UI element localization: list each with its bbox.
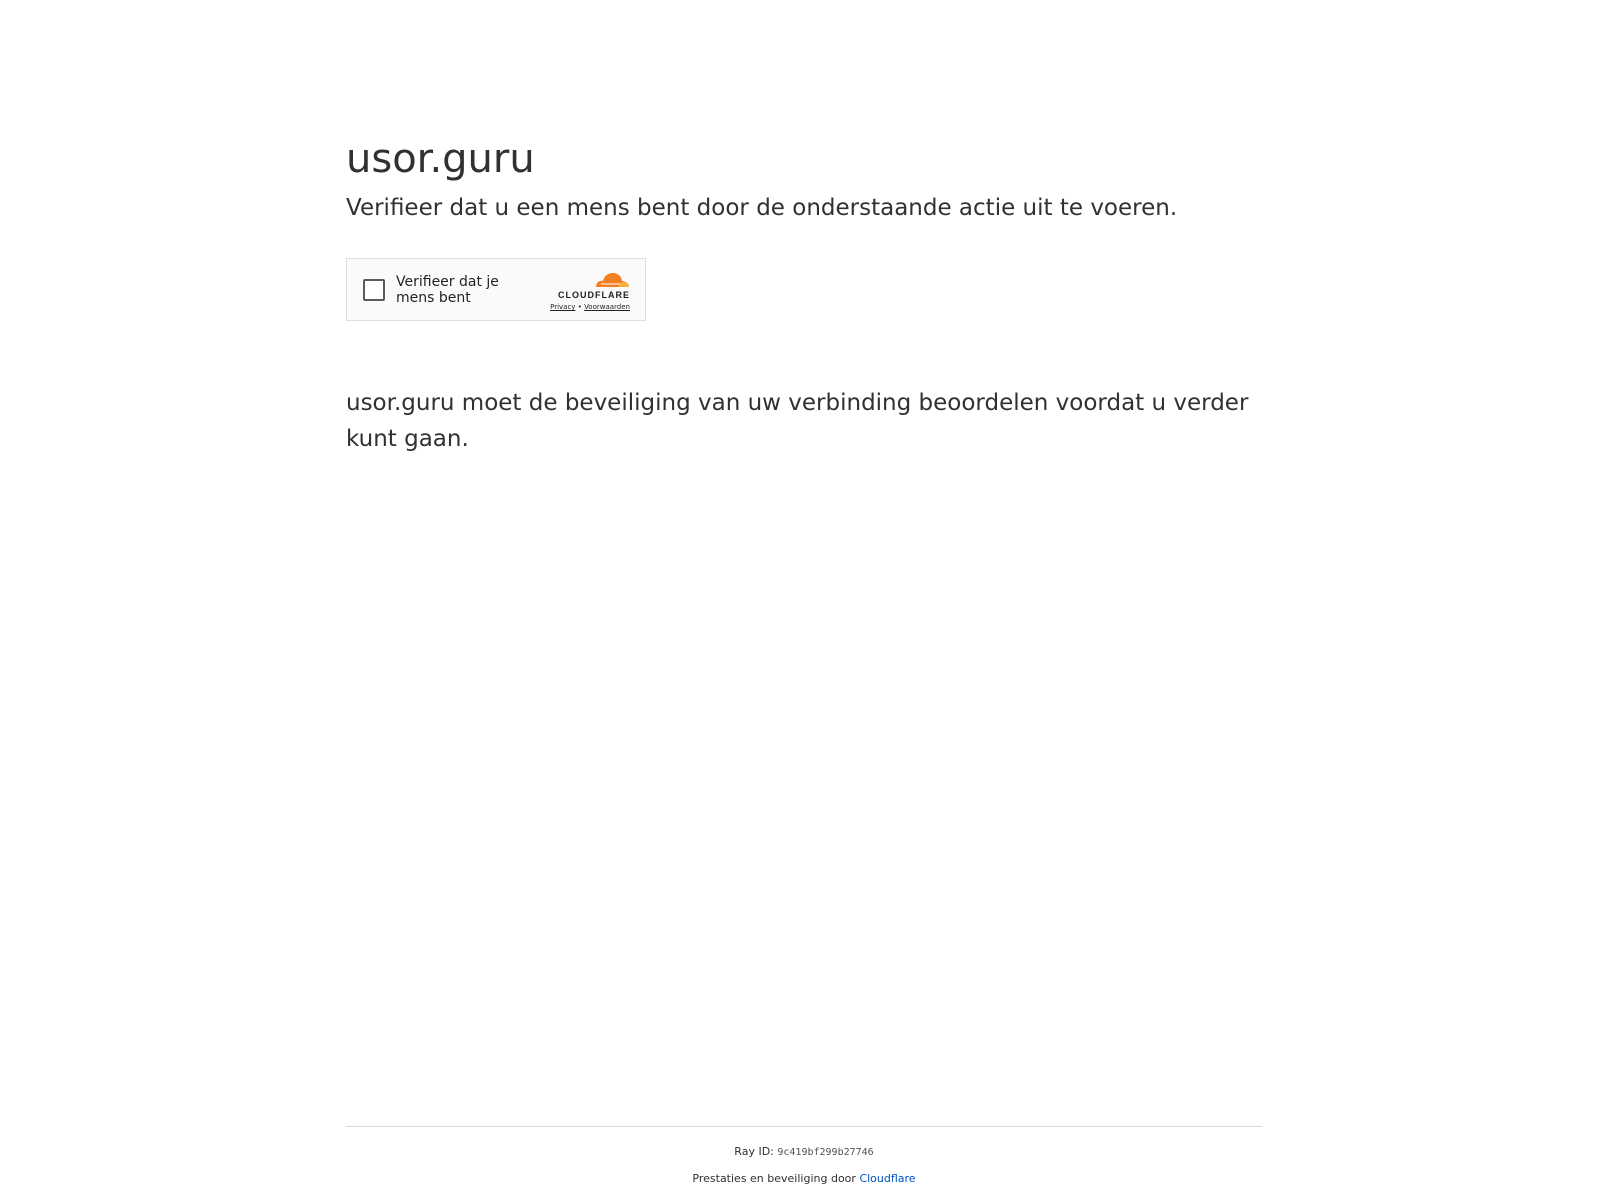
turnstile-widget (346, 258, 646, 321)
page-title: usor.guru (346, 136, 535, 182)
performance-credit (346, 1171, 1262, 1187)
cloudflare-wordmark: CLOUDFLARE (558, 290, 630, 300)
cloudflare-link[interactable]: Cloudflare (859, 1172, 916, 1185)
ray-id-value: 9c419bf299b27746 (777, 1147, 874, 1158)
legal-links (530, 302, 630, 312)
ray-id-label: Ray ID: (734, 1145, 774, 1158)
terms-link[interactable]: Voorwaarden (584, 303, 630, 311)
cloudflare-branding (530, 269, 630, 312)
performance-text: Prestaties en beveiliging door (692, 1172, 856, 1185)
human-verification-checkbox[interactable] (363, 279, 385, 301)
ray-id (346, 1144, 1262, 1161)
footer (346, 1126, 1262, 1187)
cloudflare-cloud-icon (592, 269, 630, 289)
privacy-link[interactable]: Privacy (550, 303, 576, 311)
checkbox-label: Verifieer dat je mens bent (396, 274, 499, 306)
page-subtitle: Verifieer dat u een mens bent door de onderstaande actie uit te voeren. (346, 195, 1178, 221)
links-separator: • (577, 303, 582, 311)
main-content (346, 130, 1266, 452)
security-description: usor.guru moet de beveiliging van uw verbinding beoordelen voordat u verder kunt gaan. (346, 390, 1249, 452)
